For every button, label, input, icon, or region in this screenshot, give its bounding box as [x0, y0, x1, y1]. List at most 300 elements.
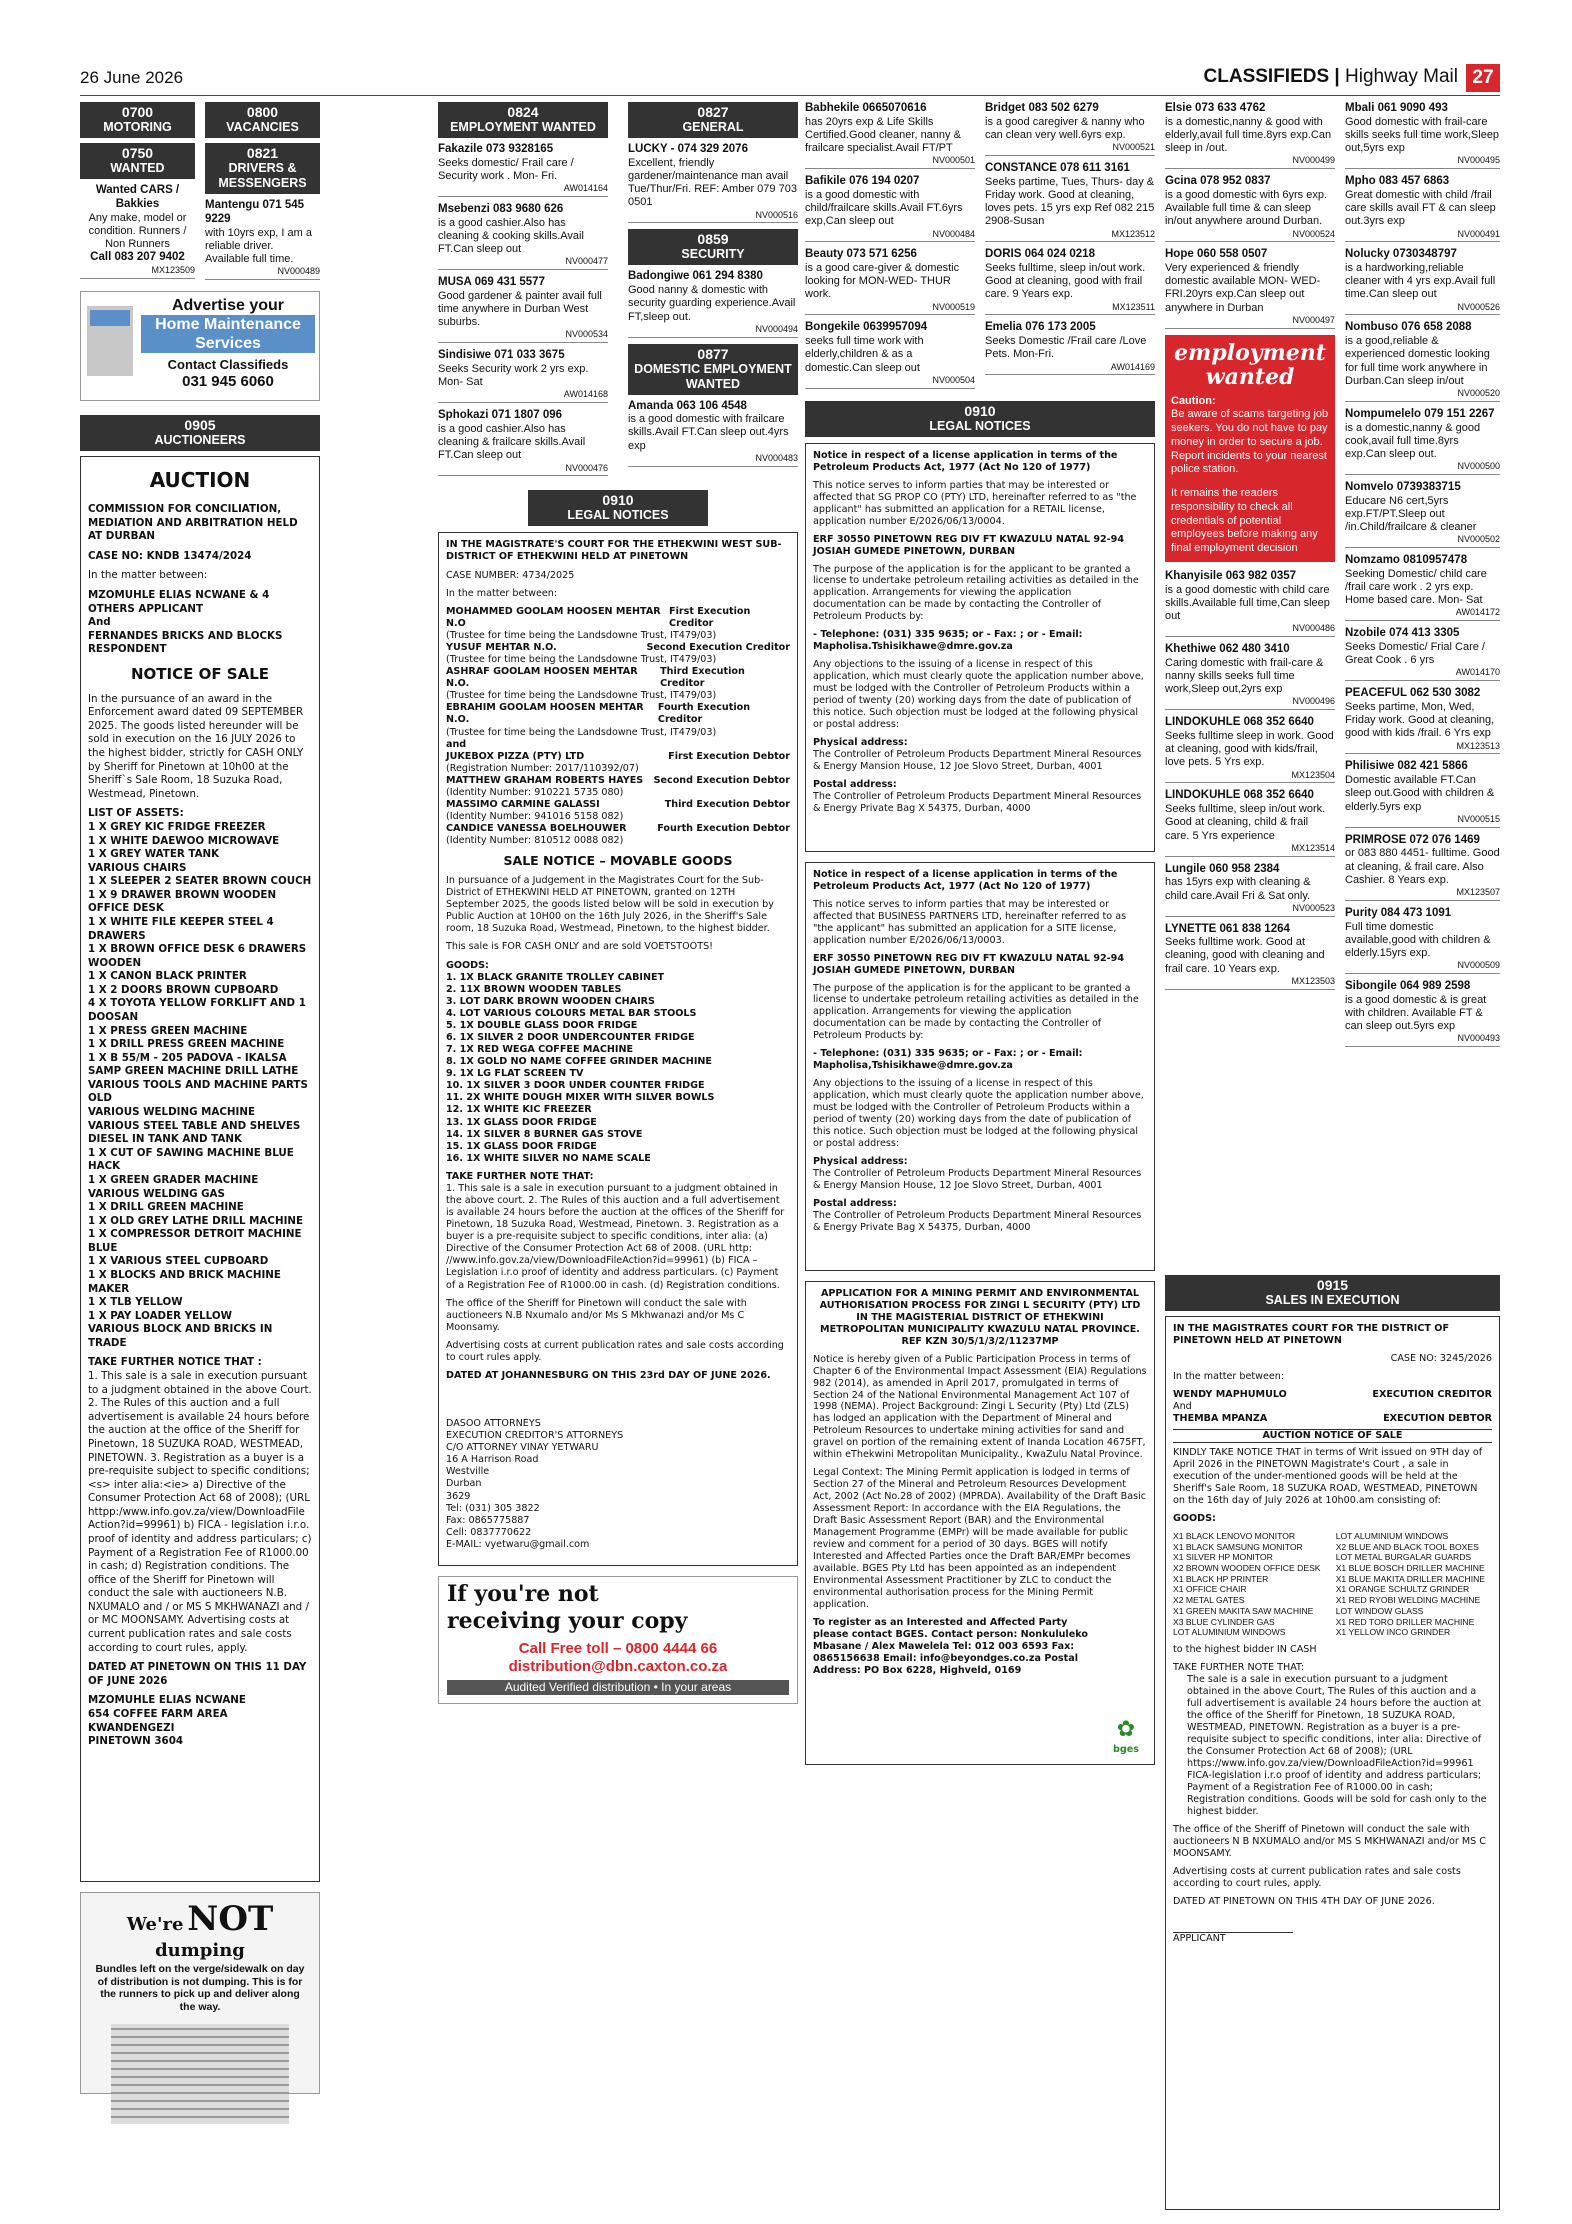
court-notice-ethekwini: IN THE MAGISTRATE'S COURT FOR THE ETHEKWINI WEST SUB-DISTRICT OF ETHEKWINI HELD AT PINETOWN CASE NUMBER: 4734/2025 In the matter between: MOHAMMED GOOLAM HOOSEN MEHTAR N.O First Execution Creditor (Trustee for time being the Landsdowne Trust, IT479/03) YUSUF MEHTAR N.O. Second Execution Creditor (Trustee for time being the Landsdowne Trust, IT479/03) ASHRAF GOOLAM HOOSEN MEHTAR N.O. Third Execution Creditor (Trustee for time being the Landsdowne Trust, IT479/03) EBRAHIM GOOLAM HOOSEN MEHTAR N.O. Fourth Execution Creditor (Trustee for time being the Landsdowne Trust, IT479/03) and JUKEBOX PIZZA (PTY) LTD First Execution Debtor (Registration Number: 2017/110392/07) MATTHEW GRAHAM ROBERTS HAYES Second Execution Debtor (Identity Number: 910221 5735 080) MASSIMO CARMINE GALASSI Third Execution Debtor (Identity Number: 941016 5158 082) CANDICE VANESSA BOELHOUWER Fourth Execution Debtor (Identity Number: 810512 0088 082) SALE NOTICE – MOVABLE GOODS In pursuance of a Judgement in the Magistrates Court for the Sub-District of ETHEKWINI HELD AT PINETOWN, granted on 12TH September 2025, the goods listed below will be sold in execution by Public Auction at 10H00 on the 16th July 2026, in the Sheriff's Sale room, 18 Suzuka Road, Westmead, Pinetown, to the highest bidder. This sale is FOR CASH ONLY and are sold VOETSTOOTS! GOODS: 1. 1X BLACK GRANITE TROLLEY CABINET 2. 11X BROWN WOODEN TABLES 3. LOT DARK BROWN WOODEN CHAIRS 4. LOT VARIOUS COLOURS METAL BAR STOOLS 5. 1X DOUBLE GLASS DOOR FRIDGE 6. 1X SILVER 2 DOOR UNDERCOUNTER FRIDGE 7. 1X RED WEGA COFFEE MACHINE 8. 1X GOLD NO NAME COFFEE GRINDER MACHINE 9. 1X LG FLAT SCREEN TV 10. 1X SILVER 3 DOOR UNDER COUNTER FRIDGE 11. 2X WHITE DOUGH MIXER WITH SILVER BOWLS 12. 1X WHITE KIC FREEZER 13. 1X GLASS DOOR FRIDGE 14. 1X SILVER 8 BURNER GAS STOVE 15. 1X GLASS DOOR FRIDGE 16. 1X WHITE SILVER NO NAME SCALE TAKE FURTHER NOTE THAT: 1. This sale is a sale in execution pursuant to a judgment obtained in the above court. 2. The Rules of this auction and a full advertisement is available 24 hours before the auction at the offices of the Sheriff for Pinetown, 18 Suzuka Road, Westmead, Pinetown. 3. Registration as a buyer is a pre-requisite subject to specific conditions, inter alia: (a) Directive of the Consumer Protection Act 68 of 2008. (URL http: //www.info.gov.za/view/DownloadFileAction?id=99961) (b) FICA – Legislation i.r.o proof of identity and address particulars. (c) Payment of a Registration Fee of R1000.00 in cash. (d) Registration conditions. The office of the Sheriff for Pinetown will conduct the sale with auctioneers N.B Nxumalo and/or Ms S Mkhwanazi and/or Ms C Moonsamy. Advertising costs at current publication rates and sale costs according to court rules apply. DATED AT JOHANNESBURG ON THIS 23rd DAY OF JUNE 2026. DASOO ATTORNEYS EXECUTION CREDITOR'S ATTORNEYS C/O ATTORNEY VINAY YETWARU 16 A Harrison Road Westville Durban 3629 Tel: (031) 305 3822 Fax: 0865775887 Cell: 0837770622 E-MAIL: vyetwaru@gmail.com — [438, 532, 798, 1566]
classified-ad — [1165, 789, 1335, 856]
section-0800: 0800 VACANCIES — [205, 102, 320, 138]
section-title: CLASSIFIEDS | Highway Mail — [1203, 66, 1458, 87]
notice-phys: The Controller of Petroleum Products Department Mineral Resources & Energy Mansion House, 12 Joe Slovo Street, Durban, 4001 — [813, 749, 1142, 773]
party-role: First Execution Debtor — [668, 750, 790, 762]
list-item: X1 OFFICE CHAIR — [1173, 1584, 1247, 1595]
column-3 — [438, 102, 798, 2212]
column-1 — [80, 102, 320, 2212]
classified-ad — [1345, 481, 1500, 548]
notice-post: The Controller of Petroleum Products Department Mineral Resources & Energy Private Bag X 54375, Durban, 4000 — [813, 791, 1142, 815]
promo-not-dumping: We're NOT dumping Bundles left on the verge/sidewalk on day of distribution is not dumping. This is for the runners to pick up and deliver along the way. — [80, 1892, 320, 2094]
ad-body: Seeks Domestic/ Frial Care / Great Cook . 6 yrs — [1345, 641, 1485, 667]
ad-name: Nzobile 074 413 3305 — [1345, 627, 1460, 640]
list-item: LOT ALUMINIUM WINDOWS — [1335, 1530, 1449, 1541]
line: Fax: 0865775887 — [446, 1514, 530, 1526]
list-item: 7. 1X RED WEGA COFFEE MACHINE — [446, 1044, 634, 1056]
classified-ad — [1345, 687, 1500, 754]
list-item: 1 X GREY KIC FRIDGE FREEZER — [88, 820, 266, 833]
party-role: Second Execution Debtor — [653, 774, 790, 786]
ad-name: Bafikile 076 194 0207 — [805, 175, 920, 188]
list-item: X1 BLUE BOSCH DRILLER MACHINE — [1335, 1562, 1485, 1573]
notice-erf: ERF 30550 PINETOWN REG DIV FT KWAZULU NATAL 92-94 JOSIAH GUMEDE PINETOWN, DURBAN — [813, 533, 1125, 557]
list-item: 1 X BROWN OFFICE DESK 6 DRAWERS WOODEN — [88, 943, 307, 969]
classified-ad — [1165, 923, 1335, 990]
ad-name: LINDOKUHLE 068 352 6640 — [1165, 716, 1314, 729]
ad-name: Khanyisile 063 982 0357 — [1165, 569, 1297, 582]
ad-ref: AW014172 — [1455, 607, 1500, 618]
notice-phys: The Controller of Petroleum Products Department Mineral Resources & Energy Mansion House, 12 Joe Slovo Street, Durban, 4001 — [813, 1168, 1142, 1192]
ad-name: PEACEFUL 062 530 3082 — [1345, 687, 1481, 700]
ad-name: PRIMROSE 072 076 1469 — [1345, 833, 1480, 846]
ad-body: has 20yrs exp & Life Skills Certified.Good cleaner, nanny & frailcare specialist.Avail FT/PT — [805, 115, 961, 155]
notice-phys_t: Physical address: — [813, 1156, 908, 1168]
notice-p2: The purpose of the application is for the applicant to be granted a license to undertake petroleum retailing activities as detailed in the application. Arrangements for viewing the application documentation can be made by contacting the Controller of Petroleum Products by: — [813, 982, 1139, 1042]
ad-ref: AW014170 — [1455, 667, 1500, 678]
ad-name: Gcina 078 952 0837 — [1165, 175, 1271, 188]
list-item: 1 X TLB YELLOW — [88, 1296, 183, 1309]
section-0824: 0824 EMPLOYMENT WANTED — [438, 102, 608, 138]
ad-body: Seeks domestic/ Frail care / Security work . Mon- Fri. — [438, 156, 574, 182]
classified-ad — [805, 102, 975, 169]
ad-name: Nompumelelo 079 151 2267 — [1345, 407, 1495, 420]
notice-post: The Controller of Petroleum Products Department Mineral Resources & Energy Private Bag X 54375, Durban, 4000 — [813, 1210, 1142, 1234]
ad-ref: MX123511 — [1112, 301, 1155, 312]
list-item: VARIOUS WELDING GAS — [88, 1187, 225, 1200]
ad-body: Seeks partime, Mon, Wed, Friday work. Good at cleaning, good with kids /frail. 6 Yrs exp — [1345, 701, 1495, 740]
party-detail: (Trustee for time being the Landsdowne Trust, IT479/03) — [446, 690, 717, 702]
list-item: 1 X DRILL PRESS GREEN MACHINE — [88, 1038, 285, 1051]
ad-amanda: Amanda 063 106 4548 is a good domestic with frailcare skills.Avail FT.Can sleep out.4yrs exp NV000483 — [628, 400, 798, 467]
party-detail: (Trustee for time being the Landsdowne Trust, IT479/03) — [446, 654, 717, 666]
classified-ad — [1345, 102, 1500, 169]
list-item: X1 RED RYOBI WELDING MACHINE — [1335, 1595, 1481, 1606]
classified-ad — [1345, 248, 1500, 315]
ad-ref: AW014164 — [563, 183, 608, 194]
list-item: X1 SILVER HP MONITOR — [1173, 1552, 1273, 1563]
party-row — [446, 823, 790, 835]
section-0859: 0859 SECURITY — [628, 229, 798, 265]
ad-ref: NV000486 — [1292, 623, 1335, 634]
header-rule — [80, 95, 1500, 96]
classified-ad — [805, 248, 975, 315]
classified-ad — [438, 143, 608, 197]
classified-ad — [1165, 102, 1335, 169]
notice-post_t: Postal address: — [813, 1198, 897, 1210]
section-0700: 0700 MOTORING — [80, 102, 195, 138]
list-item: 1 X BLOCKS AND BRICK MACHINE MAKER — [88, 1269, 281, 1295]
line: DASOO ATTORNEYS — [446, 1418, 541, 1430]
list-item: 5. 1X DOUBLE GLASS DOOR FRIDGE — [446, 1019, 638, 1031]
list-item: X1 BLACK LENOVO MONITOR — [1173, 1530, 1296, 1541]
party-detail: (Registration Number: 2017/110392/07) — [446, 762, 639, 774]
line: Durban — [446, 1478, 482, 1490]
ad-name: Bongekile 0639957094 — [805, 321, 928, 334]
ad-ref: NV000520 — [1457, 388, 1500, 399]
ad-ref: NV000491 — [1457, 228, 1500, 239]
list-item: X2 BLUE AND BLACK TOOL BOXES — [1335, 1541, 1479, 1552]
line: Cell: 0837770622 — [446, 1526, 532, 1538]
ad-body: is a good domestic & is great with children. Available FT & can sleep out.5yrs exp — [1345, 993, 1487, 1033]
party-row — [446, 702, 790, 726]
party-row — [446, 666, 790, 690]
ad-body: Very experienced & friendly domestic available MON- WED-FRI.20yrs exp.Can sleep out anywhere in Durban — [1165, 262, 1321, 314]
ad-body: is a good domestic with 6yrs exp. Available full time & can sleep in/out anywhere around Durban. — [1165, 188, 1328, 228]
list-item: 15. 1X GLASS DOOR FRIDGE — [446, 1140, 597, 1152]
ad-name: CONSTANCE 078 611 3161 — [985, 161, 1130, 174]
party-detail: (Identity Number: 941016 5158 082) — [446, 811, 624, 823]
ad-ref: NV000502 — [1457, 534, 1500, 545]
classified-ad — [1345, 980, 1500, 1047]
column-5 — [805, 102, 1155, 2212]
promo-not-receiving-copy: If you're not receiving your copy Call Free toll – 0800 4444 66 distribution@dbn.caxton.co.za Audited Verified distribution • In your areas — [438, 1576, 798, 1704]
classified-ad — [1165, 570, 1335, 637]
ad-ref: NV000526 — [1457, 301, 1500, 312]
ad-body: Good gardener & painter avail full time anywhere in Durban West suburbs. — [438, 289, 602, 329]
ad-ref: AW014169 — [1110, 361, 1155, 372]
ad-body: Seeks fulltime, sleep in/out work. Good at cleaning, child & frail care. 5 Yrs experience — [1165, 803, 1326, 842]
notice-p3: Any objections to the issuing of a license in respect of this application, which must clearly quote the application number above, must be lodged with the Controller of Petroleum Products within a period of twenty (20) working days from the date of publication of this notice. Such objection must be lodged at the following physical or postal address: — [813, 659, 1144, 731]
line: EXECUTION CREDITOR'S ATTORNEYS — [446, 1430, 624, 1442]
line: Tel: (031) 305 3822 — [446, 1502, 540, 1514]
ad-name: Lungile 060 958 2384 — [1165, 862, 1280, 875]
ad-ref: NV000515 — [1457, 813, 1500, 824]
ad-lucky: LUCKY - 074 329 2076 Excellent, friendly gardener/maintenance man avail Tue/Thur/Fri. REF: Amber 079 703 0501 NV000516 — [628, 143, 798, 223]
ad-name: Sibongile 064 989 2598 — [1345, 979, 1471, 992]
party-role: Second Execution Creditor — [646, 641, 790, 653]
classified-ad — [805, 175, 975, 242]
notice-post_t: Postal address: — [813, 779, 897, 791]
classified-ad — [1165, 716, 1335, 783]
list-item: 14. 1X SILVER 8 BURNER GAS STOVE — [446, 1128, 643, 1140]
ad-body: is a good cashier.Also has cleaning & frailcare skills.Avail FT.Can sleep out — [438, 423, 586, 462]
party-row — [446, 606, 790, 630]
list-item: 9. 1X LG FLAT SCREEN TV — [446, 1068, 584, 1080]
ad-name: Nomzamo 0810957478 — [1345, 554, 1468, 567]
list-item: VARIOUS STEEL TABLE AND SHELVES — [88, 1119, 301, 1132]
list-item: DIESEL IN TANK AND TANK — [88, 1133, 242, 1146]
list-item: 1 X GREEN GRADER MACHINE — [88, 1173, 259, 1186]
ad-name: Mpho 083 457 6863 — [1345, 175, 1450, 188]
notice-phys_t: Physical address: — [813, 737, 908, 749]
classified-ad — [438, 349, 608, 403]
party-row — [446, 775, 790, 787]
list-item: 1 X GREY WATER TANK — [88, 848, 220, 861]
sales-in-execution — [1165, 1275, 1500, 2215]
ad-body: Seeks fulltime work. Good at cleaning, good with cleaning and frail care. 10 Years exp. — [1165, 936, 1325, 975]
section-0910-left: 0910 LEGAL NOTICES — [528, 490, 708, 526]
line: E-MAIL: vyetwaru@gmail.com — [446, 1538, 590, 1550]
ad-ref: NV000497 — [1292, 314, 1335, 325]
party-list — [446, 606, 790, 848]
list-item: 1. 1X BLACK GRANITE TROLLEY CABINET — [446, 971, 665, 983]
ad-body: Caring domestic with frail-care & nanny skills seeks full time work,Sleep out,2yrs exp — [1165, 656, 1324, 696]
ad-name: Nomvelo 0739383715 — [1345, 480, 1461, 493]
ad-ref: NV000496 — [1292, 696, 1335, 707]
column-2 — [205, 102, 320, 322]
list-item: X3 BLUE CYLINDER GAS — [1173, 1616, 1275, 1627]
list-item: 1 X COMPRESSOR DETROIT MACHINE BLUE — [88, 1228, 302, 1254]
list-item: X1 BLACK HP PRINTER — [1173, 1573, 1269, 1584]
ad-ref: NV000509 — [1457, 960, 1500, 971]
ad-body: is a good domestic with child care skills.Available full time,Can sleep out — [1165, 583, 1330, 623]
ad-name: LYNETTE 061 838 1264 — [1165, 922, 1290, 935]
notice-head: Notice in respect of a license application in terms of the Petroleum Products Act, 1977 (Act No 120 of 1977) — [813, 449, 1118, 473]
section-0877: 0877 DOMESTIC EMPLOYMENT WANTED — [628, 344, 798, 395]
ad-name: Philisiwe 082 421 5866 — [1345, 760, 1468, 773]
ad-name: Beauty 073 571 6256 — [805, 248, 917, 261]
ad-ref: NV000523 — [1292, 902, 1335, 913]
list-item: 4 X TOYOTA YELLOW FORKLIFT AND 1 DOOSAN — [88, 997, 306, 1024]
party-name: and — [446, 738, 467, 750]
ad-body: or 083 880 4451- fulltime. Good at cleaning, & frail care. Also Cashier. 8 Years exp. — [1345, 847, 1500, 886]
list-item: 1 X SLEEPER 2 SEATER BROWN COUCH — [88, 875, 312, 888]
party-name: MOHAMMED GOOLAM HOOSEN MEHTAR N.O — [446, 605, 661, 629]
list-item: 3. LOT DARK BROWN WOODEN CHAIRS — [446, 995, 655, 1007]
section-0910-right: 0910 LEGAL NOTICES — [805, 401, 1155, 437]
list-item: 1 X WHITE FILE KEEPER STEEL 4 DRAWERS — [88, 915, 274, 942]
petroleum-notice-retail — [805, 443, 1155, 852]
section-0915: 0915 SALES IN EXECUTION — [1165, 1275, 1500, 1311]
goods-list-right — [1336, 1531, 1492, 1638]
line: 3629 — [446, 1490, 471, 1502]
ad-ref: NV000521 — [1112, 142, 1155, 153]
notice-p2: The purpose of the application is for the applicant to be granted a license to undertake petroleum retailing activities as detailed in the application. Arrangements for viewing the application documentation can be made by contacting the Controller of Petroleum Products by: — [813, 563, 1139, 623]
attorney-signature — [446, 1418, 790, 1551]
notice-erf: ERF 30550 PINETOWN REG DIV FT KWAZULU NATAL 92-94 JOSIAH GUMEDE PINETOWN, DURBAN — [813, 952, 1125, 976]
party-name: EBRAHIM GOOLAM HOOSEN MEHTAR N.O. — [446, 702, 644, 726]
list-item: 1 X OLD GREY LATHE DRILL MACHINE — [88, 1214, 304, 1227]
ad-ref: MX123513 — [1456, 740, 1500, 751]
ad-name: Elsie 073 633 4762 — [1165, 102, 1266, 114]
petroleum-notice-site — [805, 862, 1155, 1271]
ad-name: Purity 084 473 1091 — [1345, 906, 1452, 919]
section-0827: 0827 GENERAL — [628, 102, 798, 138]
party-role: Fourth Execution Debtor — [657, 823, 790, 835]
ad-ref: NV000495 — [1457, 155, 1500, 166]
ad-ref: NV000501 — [932, 155, 975, 166]
party-detail: (Identity Number: 810512 0088 082) — [446, 835, 624, 847]
ad-body: is a good,reliable & experienced domestic looking for full time work anywhere in Durban.Can sleep in/out — [1345, 335, 1490, 387]
mining-permit-notice: APPLICATION FOR A MINING PERMIT AND ENVIRONMENTAL AUTHORISATION PROCESS FOR ZINGI L SECURITY (PTY) LTD IN THE MAGISTERIAL DISTRICT OF ETHEKWINI METROPOLITAN MUNICIPALITY KWAZULU NATAL PROVINCE. REF KZN 30/5/1/3/2/11237MP Notice is hereby given of a Public Participation Process in terms of Chapter 6 of the Environmental Impact Assessment (EIA) Regulations 982 (2014), as amended in April 2017, promulgated in terms of Section 24 of the National Environmental Management Act 107 of 1998 (NEMA). Project Background: Zingi L Security (Pty) Ltd (ZLS) has lodged an application with the Department of Mineral and Petroleum Resources to undertake mining activities for sand and gravel on portion of the remaining extent of Inanda Location 4675FT, within eThekwini Metropolitan Municipality., KwaZulu Natal Province. Legal Context: The Mining Permit application is lodged in terms of Section 27 of the Mineral and Petroleum Resources Development Act, 2002 (Act No.28 of 2002) (MPRDA). Availability of the Draft Basic Assessment Report: In accordance with the EIA Regulations, the Draft Basic Assessment Report (BAR) and the Environmental Management Programme (EMPr) will be made available for public review and comment for a period of 30 days. BGES will notify Interested and Affected Parties once the Draft BAR/EMPr becomes available. BGES Pty Ltd has been appointed as an independent Environmental Assessment Practitioner by ZLC to conduct the environmental authorisation process for the Mining Permit application. To register as an Interested and Affected Party please contact BGES. Contact person: Nonkululeko Mbasane / Alex Mawelela Tel: 012 003 6593 Fax: 0865156638 Email: info@beyondges.co.za Postal Address: PO Box 6228, Highveld, 0169 ✿ bges — [805, 1281, 1155, 1765]
goods-list — [446, 972, 790, 1165]
page-header — [80, 64, 1500, 92]
classified-ad — [1165, 175, 1335, 242]
list-item: VARIOUS BLOCK AND BRICKS IN TRADE — [88, 1323, 273, 1349]
list-item: X1 BLACK SAMSUNG MONITOR — [1173, 1541, 1303, 1552]
classified-ad — [1165, 248, 1335, 328]
ad-ref: MX123503 — [1291, 975, 1335, 986]
notice-contact: - Telephone: (031) 335 9635; or - Fax: ; or - Email: Mapholisa.Tshisikhawe@dmre.gov.za — [813, 629, 1083, 653]
list-item: X2 METAL GATES — [1173, 1595, 1245, 1606]
classified-ad — [985, 321, 1155, 375]
party-detail: (Trustee for time being the Landsdowne Trust, IT479/03) — [446, 726, 717, 738]
party-name: MATTHEW GRAHAM ROBERTS HAYES — [446, 774, 644, 786]
list-item: 4. LOT VARIOUS COLOURS METAL BAR STOOLS — [446, 1007, 697, 1019]
notice-head: Notice in respect of a license application in terms of the Petroleum Products Act, 1977 (Act No 120 of 1977) — [813, 868, 1118, 892]
ad-body: Seeks Security work 2 yrs exp. Mon- Sat — [438, 363, 589, 389]
party-name: JUKEBOX PIZZA (PTY) LTD — [446, 750, 585, 762]
ad-ref: NV000534 — [565, 329, 608, 340]
party-row — [446, 739, 790, 751]
party-name: YUSUF MEHTAR N.O. — [446, 641, 557, 653]
line: Westville — [446, 1466, 490, 1478]
ad-body: Seeking Domestic/ child care /frail care work . 2 yrs exp. Home based care. Mon- Sat — [1345, 567, 1487, 607]
ad-name: Nolucky 0730348797 — [1345, 248, 1457, 261]
party-row — [446, 642, 790, 654]
line: 16 A Harrison Road — [446, 1454, 539, 1466]
list-item: X1 YELLOW INCO GRINDER — [1335, 1627, 1451, 1638]
page-number: 27 — [1466, 64, 1500, 92]
ad-body: is a hardworking,reliable cleaner with 4 yrs exp.Avail full time.Can sleep out — [1345, 262, 1496, 301]
ad-name: Bridget 083 502 6279 — [985, 102, 1099, 114]
ad-name: Khethiwe 062 480 3410 — [1165, 643, 1290, 656]
ad-name: Mbali 061 9090 493 — [1345, 102, 1448, 114]
ad-name: Sphokazi 071 1807 096 — [438, 409, 563, 422]
section-0905: 0905 AUCTIONEERS — [80, 415, 320, 451]
ad-name: Babhekile 0665070616 — [805, 102, 927, 114]
ad-ref: AW014168 — [563, 389, 608, 400]
section-0750: 0750 WANTED — [80, 143, 195, 179]
employment-warning: employment wanted Caution: Be aware of scams targeting job seekers. You do not have to pay money in order to secure a job. Report incidents to your nearest police station. It remains the readers responsibility to check all credentials of potential employees before making any final employment decision — [1165, 335, 1335, 562]
classified-ad — [985, 248, 1155, 315]
list-item: 2. 11X BROWN WOODEN TABLES — [446, 983, 622, 995]
ad-body: seeks full time work with elderly,children & as a domestic.Can sleep out — [805, 335, 924, 374]
classified-ad — [1345, 834, 1500, 901]
ad-body: Seeks fulltime sleep in work. Good at cleaning, good with kids/frail, love pets. 5 Yrs exp. — [1165, 730, 1334, 769]
list-item: X1 GREEN MAKITA SAW MACHINE — [1173, 1605, 1314, 1616]
ad-ref: NV000504 — [932, 374, 975, 385]
signature-block — [88, 1694, 312, 1748]
ad-ref: MX123507 — [1456, 886, 1500, 897]
list-item: 1 X PAY LOADER YELLOW — [88, 1309, 232, 1322]
goods-list-left — [1173, 1531, 1329, 1638]
list-item: 1 X 9 DRAWER BROWN WOODEN OFFICE DESK — [88, 888, 277, 915]
ad-body: is a domestic,nanny & good with elderly,avail full time.8yrs exp.Can sleep in /out. — [1165, 115, 1332, 155]
ad-mantengu: Mantengu 071 545 9229 with 10yrs exp, I am a reliable driver. Available full time. NV000489 — [205, 199, 320, 280]
ad-body: is a domestic,nanny & good cook,avail full time.8yrs exp.Can sleep out. — [1345, 421, 1481, 460]
list-item: VARIOUS CHAIRS — [88, 861, 187, 874]
notice-p1: This notice serves to inform parties that may be interested or affected that SG PROP CO (PTY) LTD, hereinafter referred to as "the applicant" has submitted an application for a RETAIL license, application number E/2026/06/13/0004. — [813, 479, 1137, 527]
pinetown-court-notice: IN THE MAGISTRATES COURT FOR THE DISTRICT OF PINETOWN HELD AT PINETOWN CASE NO: 3245/2026 In the matter between: WENDY MAPHUMULO EXECUTION CREDITOR And THEMBA MPANZA EXECUTION DEBTOR AUCTION NOTICE OF SALE KINDLY TAKE NOTICE THAT in terms of Writ issued on 9TH day of April 2026 in the PINETOWN Magistrate's Court , a sale in execution of the under-mentioned goods will be held at the Sheriff's Sale Room, 18 SUZUKA ROAD, WESTMEAD, PINETOWN on the 16th day of July 2026 at 10h00.am consisting of: GOODS: X1 BLACK LENOVO MONITOR X1 BLACK SAMSUNG MONITOR X1 SILVER HP MONITOR X2 BROWN WOODEN OFFICE DESK X1 BLACK HP PRINTER X1 OFFICE CHAIR X2 METAL GATES X1 GREEN MAKITA SAW MACHINE X3 BLUE CYLINDER GAS LOT ALUMINIUM WINDOWS LOT ALUMINIUM WINDOWS X2 BLUE AND BLACK TOOL BOXES LOT METAL BURGALAR GUARDS X1 BLUE BOSCH DRILLER MACHINE X1 BLUE MAKITA DRILLER MACHINE X1 ORANGE SCHULTZ GRINDER X1 RED RYOBI WELDING MACHINE LOT WINDOW GLASS X1 RED TORO DRILLER MACHINE X1 YELLOW INCO GRINDER to the highest bidder IN CASH TAKE FURTHER NOTE THAT: The sale is a sale in execution pursuant to a judgment obtained in the above Court, The Rules of this auction and a full advertisement is available 24 hours before the auction at the office of the Sheriff for Pinetown, 18 SUZUKA ROAD, WESTMEAD, PINETOWN. Registration as a buyer is a pre-requisite subject to specific conditions, inter alia: Directive of the Consumer Protection Act 68 of 2008); (URL https://www.info.gov.za/view/DownloadFileAction?id=99961 FICA-legislation i.r.o proof of identity and address particulars; Payment of a Registration Fee of R1000.00 in cash; Registration conditions. Goods will be sold for cash only to the highest bidder. The office of the Sheriff of Pinetown will conduct the sale with auctioneers N B NXUMALO and/or MS S MKHWANAZI and/or MS C MOONSAMY. Advertising costs at current publication rates and sale costs according to court rules, apply. DATED AT PINETOWN ON THIS 4TH DAY OF JUNE 2026. APPLICANT — [1165, 1316, 1500, 2210]
ad-name: LINDOKUHLE 068 352 6640 — [1165, 789, 1314, 802]
ad-name: DORIS 064 024 0218 — [985, 248, 1095, 261]
list-item: 1 X B 55/M - 205 PADOVA - IKALSA SAMP GREEN MACHINE DRILL LATHE — [88, 1051, 299, 1078]
list-item: 16. 1X WHITE SILVER NO NAME SCALE — [446, 1152, 651, 1164]
ad-body: is a good care-giver & domestic looking for MON-WED- THUR work. — [805, 262, 960, 301]
list-item: X1 ORANGE SCHULTZ GRINDER — [1335, 1584, 1470, 1595]
list-item: LOT WINDOW GLASS — [1335, 1605, 1424, 1616]
section-0821: 0821 DRIVERS & MESSENGERS — [205, 143, 320, 194]
bges-logo: ✿ bges — [1113, 1717, 1139, 1755]
party-role: Fourth Execution Creditor — [657, 702, 751, 726]
ad-ref: NV000477 — [565, 256, 608, 267]
party-row — [446, 799, 790, 811]
classified-ad — [985, 162, 1155, 242]
notice-p1: This notice serves to inform parties that may be interested or affected that BUSINESS PARTNERS LTD, hereinafter referred to as "the applicant" has submitted an application for a SITE license, application number E/2026/06/13/0003. — [813, 898, 1127, 946]
ad-name: Fakazile 073 9328165 — [438, 143, 554, 155]
party-name: CANDICE VANESSA BOELHOUWER — [446, 823, 627, 835]
ad-ref: NV000500 — [1457, 461, 1500, 472]
ad-body: Seeks Domestic /Frail care /Love Pets. Mon-Fri. — [985, 335, 1147, 361]
ad-body: Great domestic with child /frail care skills avail FT & can sleep out.3yrs exp — [1345, 188, 1496, 228]
list-item: 1 X CANON BLACK PRINTER — [88, 970, 247, 983]
list-item: LOT METAL BURGALAR GUARDS — [1335, 1552, 1472, 1563]
ad-ref: NV000493 — [1457, 1033, 1500, 1044]
ad-name: Msebenzi 083 9680 626 — [438, 202, 564, 215]
list-item: X1 RED TORO DRILLER MACHINE — [1335, 1616, 1475, 1627]
ad-wanted-cars: Wanted CARS / Bakkies Any make, model or condition. Runners / Non Runners Call 083 207 9402 MX123509 — [80, 184, 195, 279]
list-item: 11. 2X WHITE DOUGH MIXER WITH SILVER BOWLS — [446, 1092, 715, 1104]
list-item: X1 BLUE MAKITA DRILLER MACHINE — [1335, 1573, 1486, 1584]
list-item: LOT ALUMINIUM WINDOWS — [1173, 1627, 1286, 1638]
list-item: 1 X CUT OF SAWING MACHINE BLUE HACK — [88, 1146, 294, 1173]
notice-p3: Any objections to the issuing of a license in respect of this application, which must clearly quote the application number above, must be lodged with the Controller of Petroleum Products within a period of twenty (20) working days from the date of publication of this notice. Such objection must be lodged at the following physical or postal address: — [813, 1078, 1144, 1150]
party-row — [446, 751, 790, 763]
party-name: ASHRAF GOOLAM HOOSEN MEHTAR N.O. — [446, 666, 638, 690]
list-item: 1 X 2 DOORS BROWN CUPBOARD — [88, 983, 279, 996]
list-item: 1 X VARIOUS STEEL CUPBOARD — [88, 1255, 269, 1268]
party-role: First Execution Creditor — [669, 605, 751, 629]
ad-body: is a good caregiver & nanny who can clean very well.6yrs exp. — [985, 115, 1145, 141]
promo-home-maintenance: Advertise your Home Maintenance Services Contact Classifieds 031 945 6060 — [80, 291, 320, 401]
ad-badongiwe: Badongiwe 061 294 8380 Good nanny & domestic with security guarding experience.Avail FT,sleep out. NV000494 — [628, 270, 798, 337]
ad-name: Hope 060 558 0507 — [1165, 248, 1268, 261]
ad-ref: MX123514 — [1291, 842, 1335, 853]
line: C/O ATTORNEY VINAY YETWARU — [446, 1442, 599, 1454]
list-item: 1 X DRILL GREEN MACHINE — [88, 1201, 244, 1214]
classified-ad — [1345, 175, 1500, 242]
ad-name: Sindisiwe 071 033 3675 — [438, 349, 565, 362]
ad-body: Domestic available FT.Can sleep out.Good with children & elderly.5yrs exp — [1345, 774, 1495, 813]
list-item: VARIOUS TOOLS AND MACHINE PARTS OLD — [88, 1078, 308, 1105]
line: 654 COFFEE FARM AREA — [88, 1707, 228, 1720]
party-name: MASSIMO CARMINE GALASSI — [446, 798, 600, 810]
ad-ref: NV000499 — [1292, 155, 1335, 166]
classified-ad — [1345, 627, 1500, 681]
classified-ad — [985, 102, 1155, 156]
line: MZOMUHLE ELIAS NCWANE — [88, 1694, 246, 1707]
party-role: Third Execution Creditor — [660, 666, 745, 690]
line: PINETOWN 3604 — [88, 1735, 184, 1748]
party-detail: (Identity Number: 910221 5735 080) — [446, 786, 624, 798]
list-item: VARIOUS WELDING MACHINE — [88, 1106, 255, 1119]
ad-ref: NV000484 — [932, 228, 975, 239]
ad-ref: MX123512 — [1111, 228, 1155, 239]
ad-body: Seeks partime, Tues, Thurs- day & Friday work. Good at cleaning, loves pets. 15 yrs exp Ref 082 215 2908-Susan — [985, 175, 1155, 228]
notice-contact: - Telephone: (031) 335 9635; or - Fax: ; or - Email: Mapholisa,Tshisikhawe@dmre.gov.za — [813, 1048, 1083, 1072]
ad-body: is a good domestic with child/frailcare skills.Avail FT.6yrs exp,Can sleep out — [805, 188, 963, 228]
issue-date: 26 June 2026 — [80, 68, 184, 87]
list-item: X2 BROWN WOODEN OFFICE DESK — [1173, 1562, 1321, 1573]
ad-ref: NV000519 — [932, 301, 975, 312]
classified-ad — [805, 321, 975, 388]
classified-ad — [1345, 907, 1500, 974]
ad-body: Seeks fulltime, sleep in/out work. Good at cleaning, good with frail care. 9 Years exp. — [985, 262, 1146, 301]
party-detail: (Trustee for time being the Landsdowne Trust, IT479/03) — [446, 629, 717, 641]
ad-name: MUSA 069 431 5577 — [438, 276, 545, 289]
classified-ad — [1165, 863, 1335, 917]
classified-ad — [438, 203, 608, 270]
classified-ad — [1345, 321, 1500, 401]
ad-body: Good domestic with frail-care skills seeks full time work,Sleep out,5yrs exp — [1345, 115, 1500, 155]
asset-list — [88, 821, 312, 1351]
list-item: 12. 1X WHITE KIC FREEZER — [446, 1104, 592, 1116]
line: KWANDENGEZI — [88, 1721, 175, 1734]
ad-body: Full time domestic available,good with children & elderly.15yrs exp. — [1345, 920, 1491, 959]
ad-body: Educare N6 cert,5yrs exp.FT/PT.Sleep out /in.Child/frailcare & cleaner — [1345, 494, 1477, 534]
ad-body: is a good cashier.Also has cleaning & cooking skills.Avail FT.Can sleep out — [438, 216, 584, 256]
list-item: 13. 1X GLASS DOOR FRIDGE — [446, 1116, 597, 1128]
